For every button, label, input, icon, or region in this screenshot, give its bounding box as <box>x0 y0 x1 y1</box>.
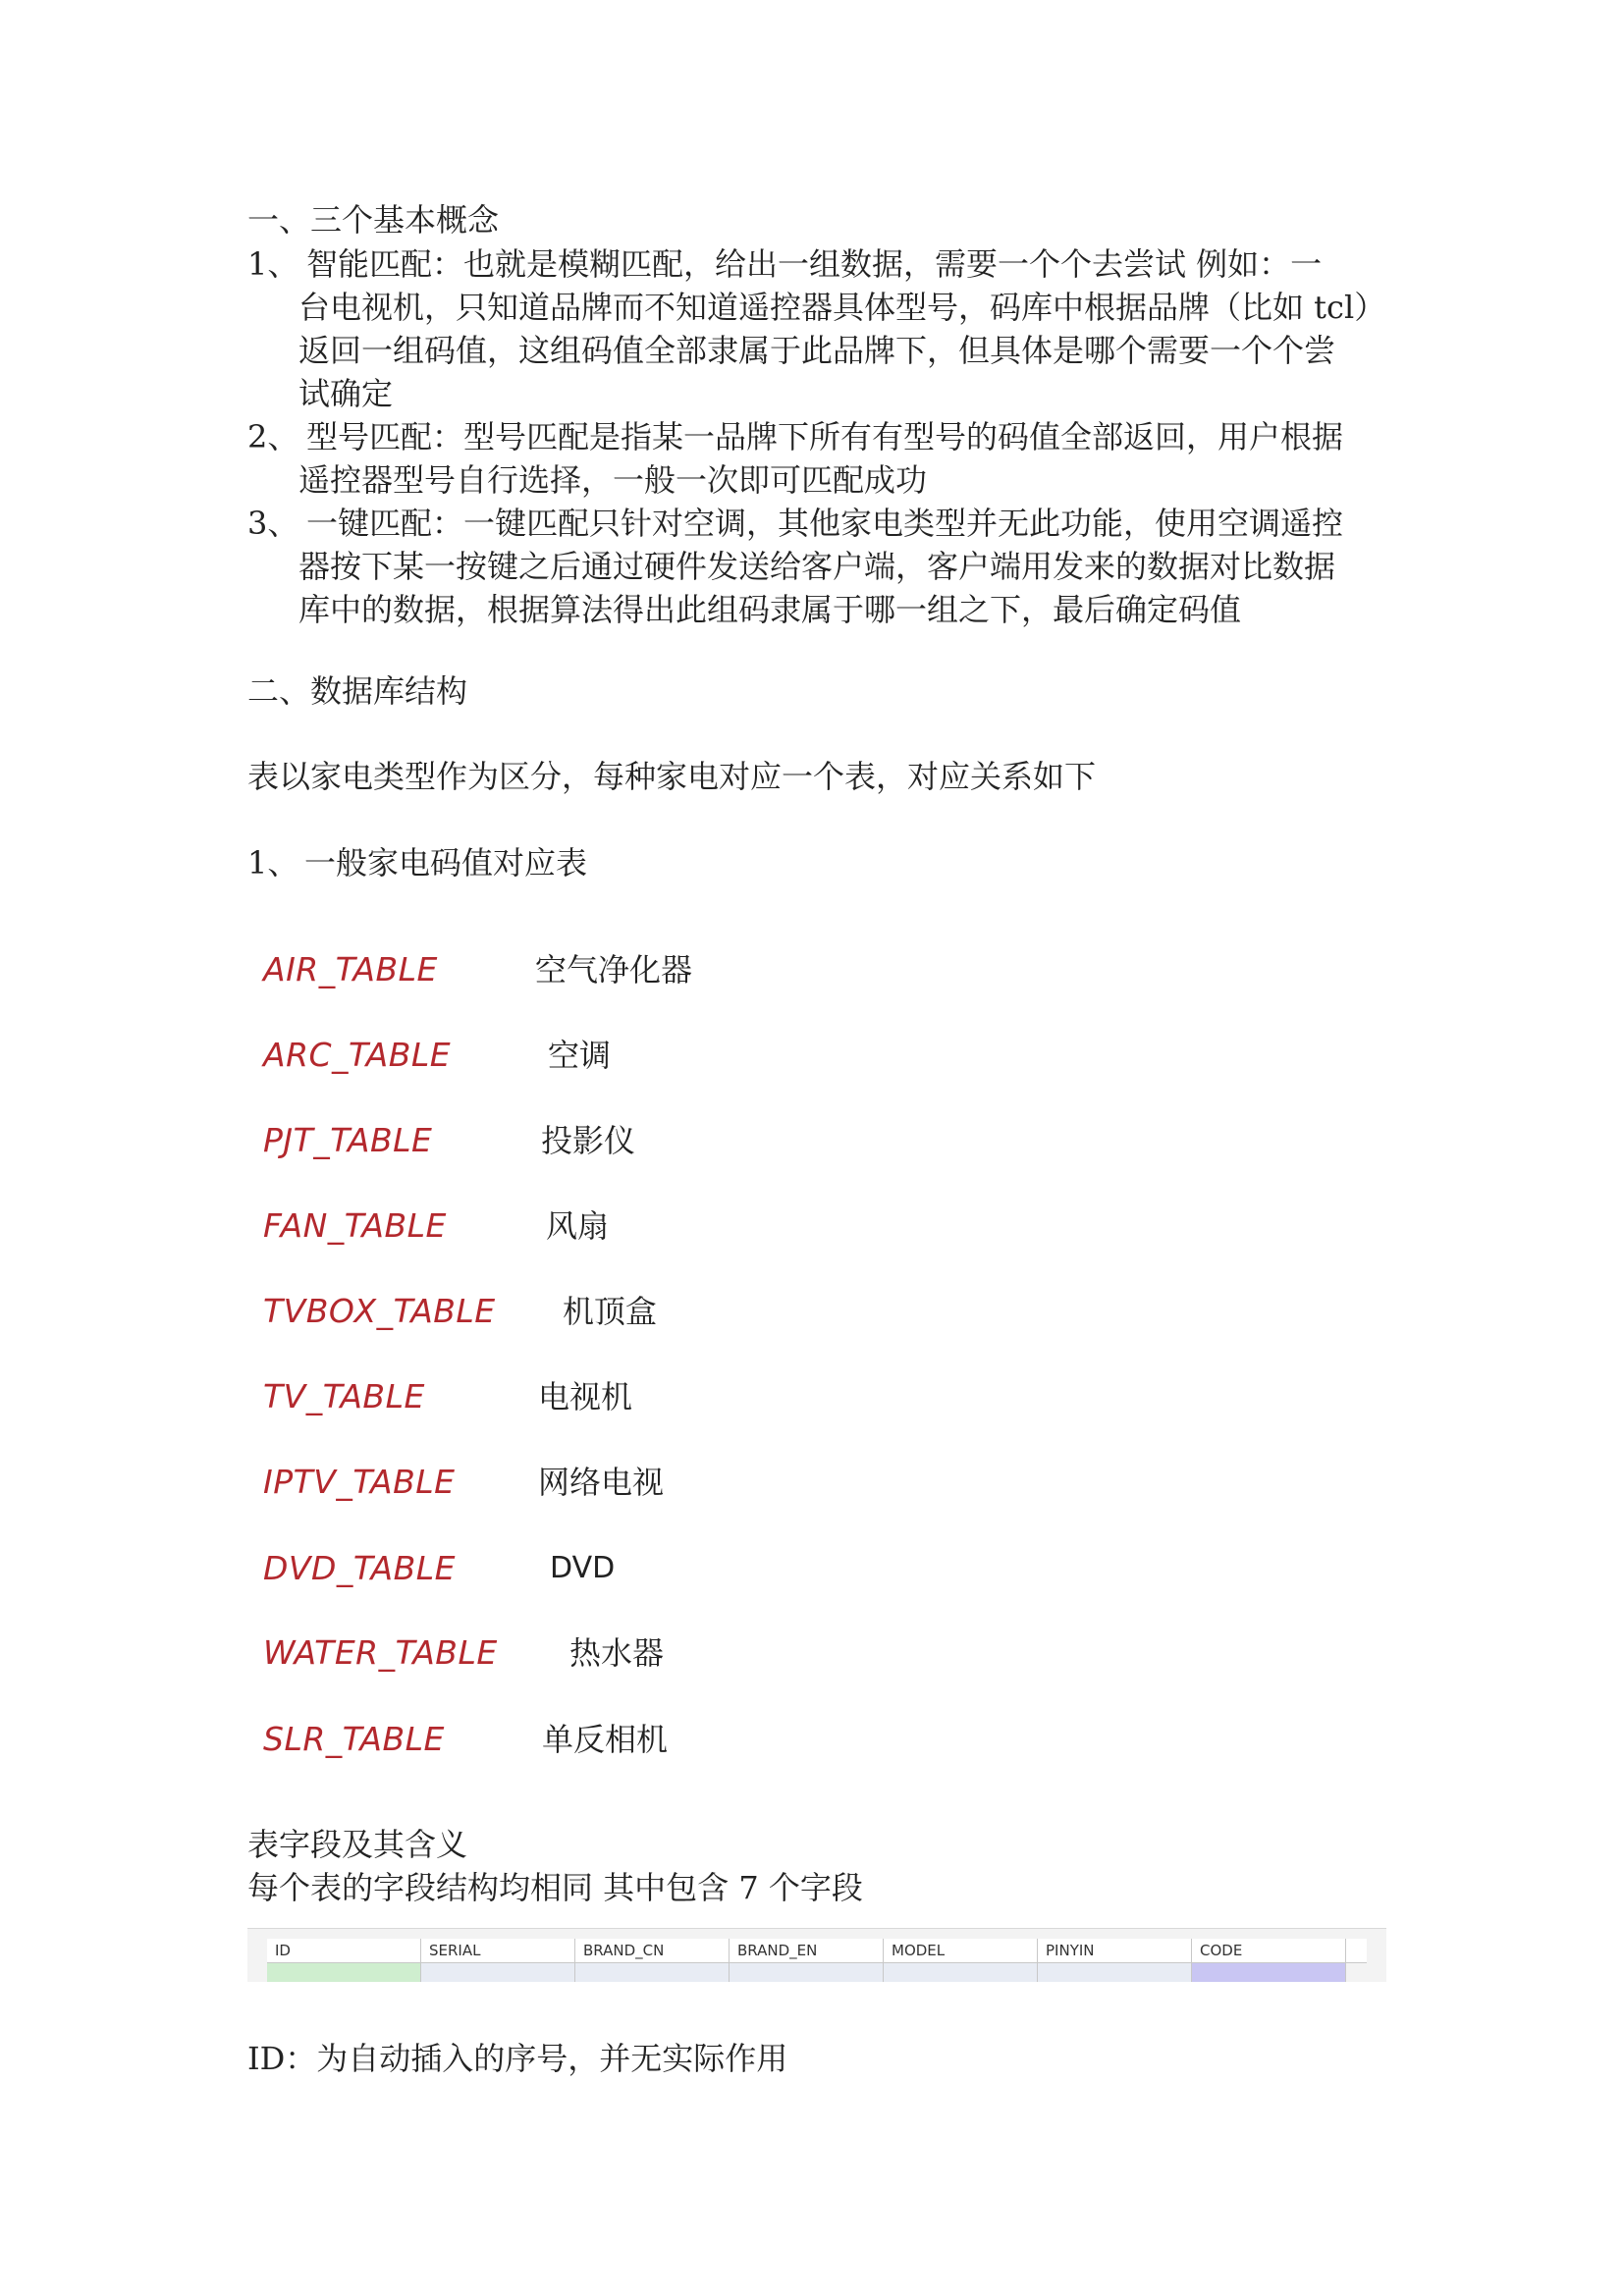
table-name-tv: TV_TABLE <box>263 1377 425 1415</box>
subsection-1-title: 一般家电码值对应表 <box>304 844 588 881</box>
table-name-tvbox: TVBOX_TABLE <box>263 1292 496 1330</box>
fields-intro: 每个表的字段结构均相同 其中包含 7 个字段 <box>247 1869 863 1906</box>
table-name-pjt: PJT_TABLE <box>263 1121 433 1159</box>
table-name-water: WATER_TABLE <box>263 1633 498 1672</box>
id-field-description: ID：为自动插入的序号，并无实际作用 <box>247 2040 788 2077</box>
item-1-line-4: 试确定 <box>298 375 394 412</box>
section-2-heading: 二、数据库结构 <box>247 672 468 710</box>
field-column-id: ID <box>267 1939 421 1962</box>
field-column-pinyin: PINYIN <box>1038 1939 1192 1962</box>
item-3-line-3: 库中的数据，根据算法得出此组码隶属于哪一组之下，最后确定码值 <box>298 591 1242 628</box>
item-3-text <box>298 502 1388 631</box>
item-1-number: 1、 <box>247 245 299 283</box>
table-name-arc: ARC_TABLE <box>263 1036 452 1074</box>
subsection-1-number: 1、 <box>247 844 299 881</box>
fields-table-header <box>267 1939 1367 1963</box>
field-cell <box>730 1963 884 1982</box>
fields-table-row <box>267 1963 1367 1982</box>
item-1-line-1: 智能匹配：也就是模糊匹配，给出一组数据，需要一个个去尝试 例如：一 <box>306 245 1323 283</box>
field-cell <box>421 1963 575 1982</box>
field-cell <box>884 1963 1038 1982</box>
fields-table-screenshot <box>247 1928 1386 1982</box>
field-column-code: CODE <box>1192 1939 1346 1962</box>
table-desc-air: 空气净化器 <box>535 951 693 988</box>
table-desc-iptv: 网络电视 <box>538 1464 665 1501</box>
table-desc-tv: 电视机 <box>538 1378 633 1415</box>
field-cell <box>575 1963 730 1982</box>
table-name-dvd: DVD_TABLE <box>263 1549 456 1587</box>
field-cell <box>267 1963 421 1982</box>
table-name-fan: FAN_TABLE <box>263 1206 447 1245</box>
table-name-iptv: IPTV_TABLE <box>263 1463 456 1501</box>
item-2-text <box>298 415 1388 502</box>
item-1-line-3: 返回一组码值，这组码值全部隶属于此品牌下，但具体是哪个需要一个个尝 <box>298 332 1336 369</box>
table-desc-pjt: 投影仪 <box>541 1122 636 1159</box>
table-desc-water: 热水器 <box>569 1634 665 1672</box>
table-desc-tvbox: 机顶盒 <box>563 1293 658 1330</box>
item-3-line-2: 器按下某一按键之后通过硬件发送给客户端，客户端用发来的数据对比数据 <box>298 548 1336 585</box>
table-desc-dvd: DVD <box>550 1551 616 1585</box>
field-column-model: MODEL <box>884 1939 1038 1962</box>
item-1-text <box>298 242 1388 415</box>
field-column-brand-cn: BRAND_CN <box>575 1939 730 1962</box>
field-column-serial: SERIAL <box>421 1939 575 1962</box>
section-1-heading: 一、三个基本概念 <box>247 201 500 239</box>
item-2-line-2: 遥控器型号自行选择，一般一次即可匹配成功 <box>298 461 928 499</box>
table-name-slr: SLR_TABLE <box>263 1720 445 1758</box>
fields-title: 表字段及其含义 <box>247 1826 468 1863</box>
item-2-line-1: 型号匹配：型号匹配是指某一品牌下所有有型号的码值全部返回，用户根据 <box>306 418 1344 455</box>
table-name-air: AIR_TABLE <box>263 950 438 988</box>
table-desc-slr: 单反相机 <box>542 1721 669 1758</box>
item-3-line-1: 一键匹配：一键匹配只针对空调，其他家电类型并无此功能，使用空调遥控 <box>306 505 1344 542</box>
table-desc-fan: 风扇 <box>546 1207 610 1245</box>
field-cell <box>1038 1963 1192 1982</box>
table-desc-arc: 空调 <box>548 1037 612 1074</box>
field-cell <box>1192 1963 1346 1982</box>
section-2-intro: 表以家电类型作为区分，每种家电对应一个表，对应关系如下 <box>247 758 1097 795</box>
field-column-brand-en: BRAND_EN <box>730 1939 884 1962</box>
item-3-number: 3、 <box>247 505 299 542</box>
item-2-number: 2、 <box>247 418 299 455</box>
item-1-line-2: 台电视机，只知道品牌而不知道遥控器具体型号，码库中根据品牌（比如 tcl） <box>298 289 1386 326</box>
